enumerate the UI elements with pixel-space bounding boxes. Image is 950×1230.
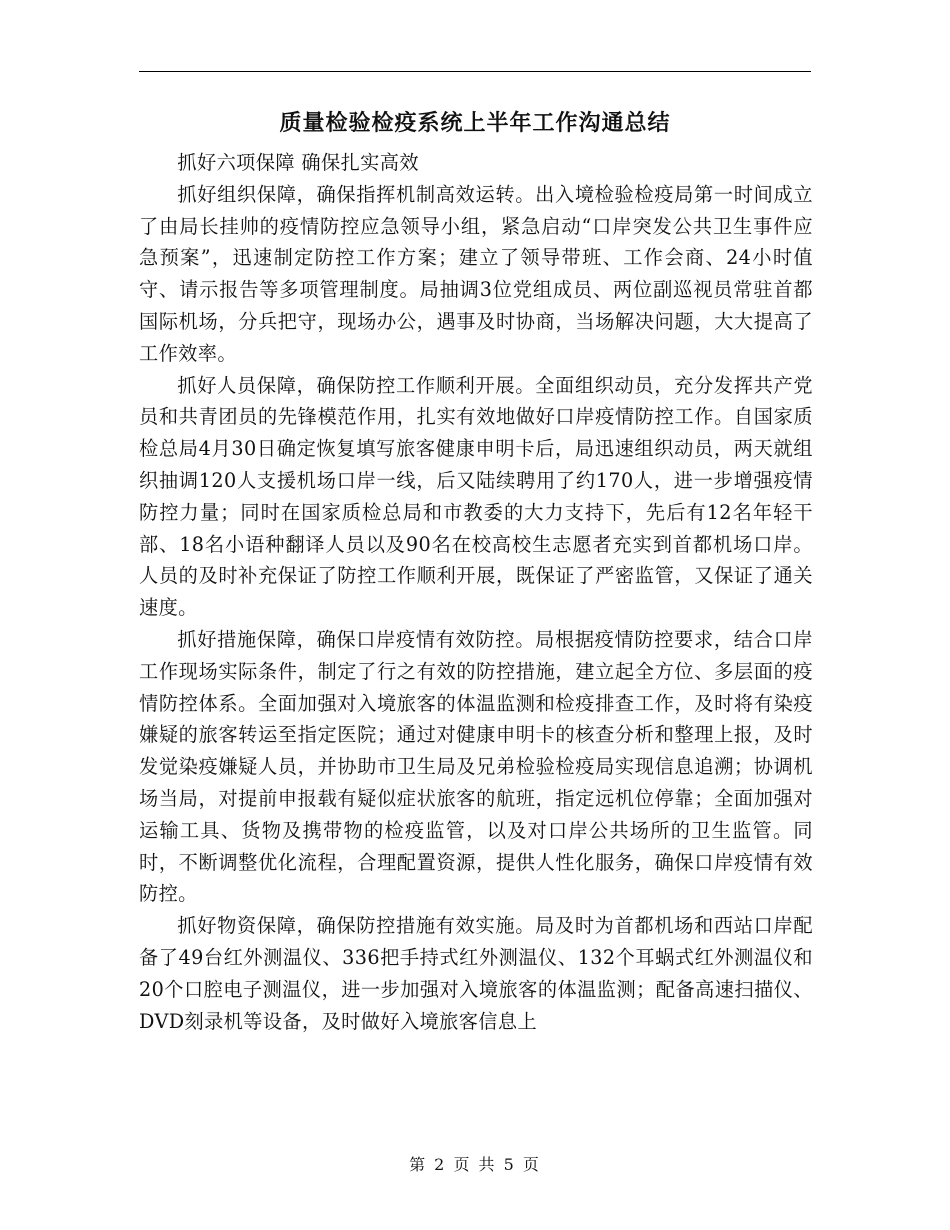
document-body xyxy=(139,147,813,1037)
section-heading: 抓好六项保障 确保扎实高效 xyxy=(177,151,419,174)
header-rule xyxy=(139,71,811,72)
paragraph-personnel: 抓好人员保障，确保防控工作顺利开展。全面组织动员，充分发挥共产党员和共青团员的先锋模范作用，扎实有效地做好口岸疫情防控工作。自国家质检总局4月30日确定恢复填写旅客健康申明卡后，局迅速组织动员，两天就组织抽调120人支援机场口岸一线，后又陆续聘用了约170人，进一步增强疫情防控力量；同时在国家质检总局和市教委的大力支持下，先后有12名年轻干部、18名小语种翻译人员以及90名在校高校生志愿者充实到首都机场口岸。人员的及时补充保证了防控工作顺利开展，既保证了严密监管，又保证了通关速度。 xyxy=(139,373,813,620)
paragraph-supplies: 抓好物资保障，确保防控措施有效实施。局及时为首都机场和西站口岸配备了49台红外测温仪、336把手持式红外测温仪、132个耳蜗式红外测温仪和20个口腔电子测温仪，进一步加强对入境旅客的体温监测；配备高速扫描仪、DVD刻录机等设备，及时做好入境旅客信息上 xyxy=(139,914,813,1033)
paragraph-measures: 抓好措施保障，确保口岸疫情有效防控。局根据疫情防控要求，结合口岸工作现场实际条件，制定了行之有效的防控措施，建立起全方位、多层面的疫情防控体系。全面加强对入境旅客的体温监测和检疫排查工作，及时将有染疫嫌疑的旅客转运至指定医院；通过对健康申明卡的核查分析和整理上报，及时发觉染疫嫌疑人员，并协助市卫生局及兄弟检验检疫局实现信息追溯；协调机场当局，对提前申报载有疑似症状旅客的航班，指定远机位停靠；全面加强对运输工具、货物及携带物的检疫监管，以及对口岸公共场所的卫生监管。同时，不断调整优化流程，合理配置资源，提供人性化服务，确保口岸疫情有效防控。 xyxy=(139,627,813,906)
document-title: 质量检验检疫系统上半年工作沟通总结 xyxy=(279,111,671,136)
paragraph-organization: 抓好组织保障，确保指挥机制高效运转。出入境检验检疫局第一时间成立了由局长挂帅的疫情防控应急领导小组，紧急启动“口岸突发公共卫生事件应急预案”，迅速制定防控工作方案；建立了领导带班、工作会商、24小时值守、请示报告等多项管理制度。局抽调3位党组成员、两位副巡视员常驻首都国际机场，分兵把守，现场办公，遇事及时协商，当场解决问题，大大提高了工作效率。 xyxy=(139,182,813,365)
page-number: 第 2 页 共 5 页 xyxy=(409,1155,541,1174)
